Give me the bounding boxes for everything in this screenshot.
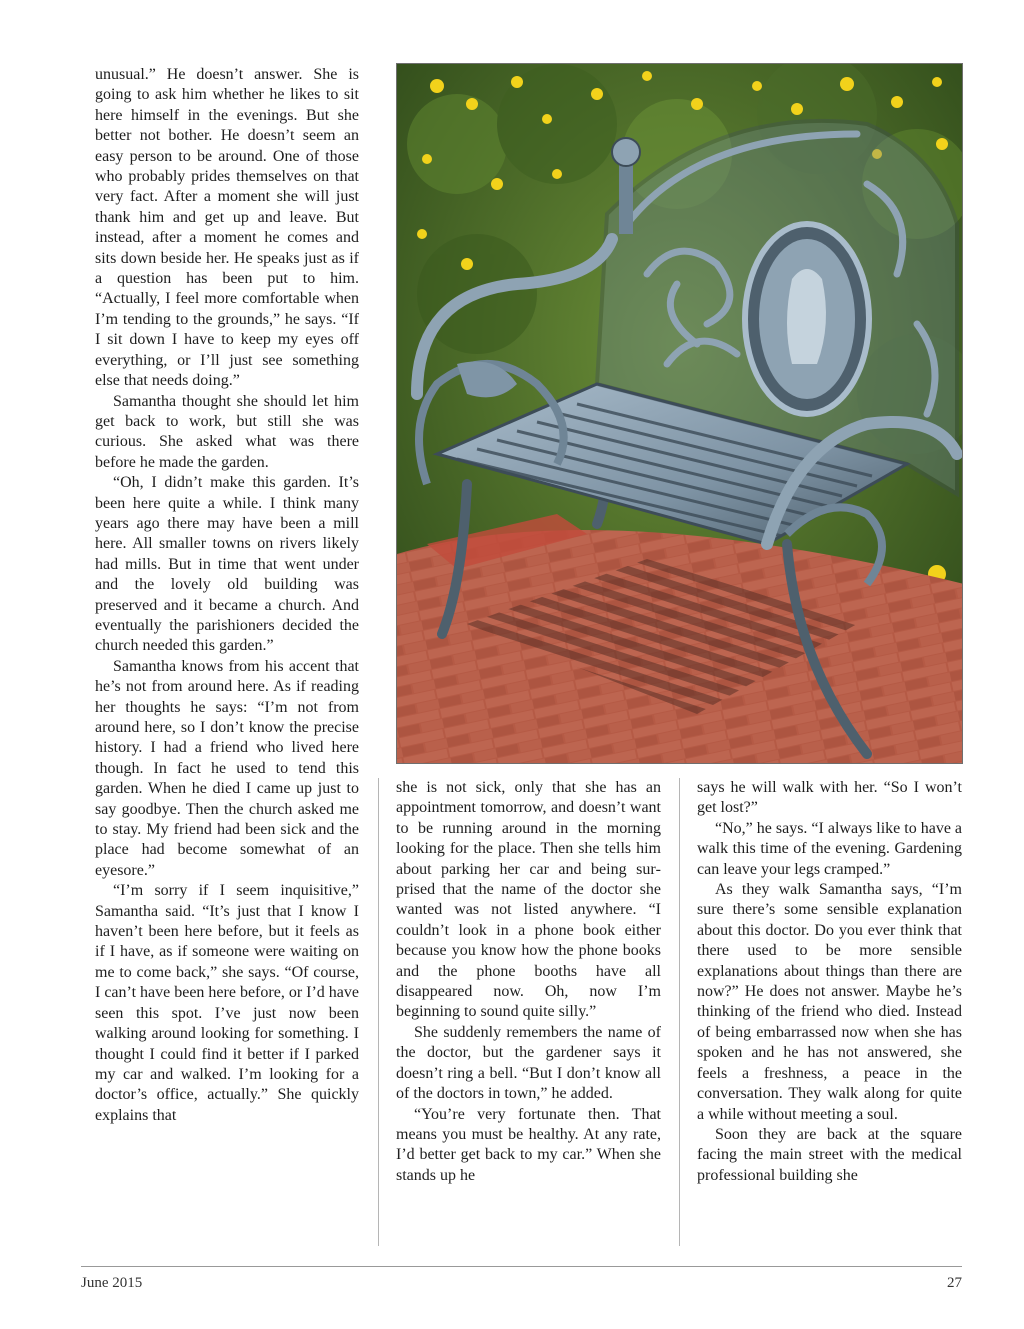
paragraph: Soon they are back at the square facing the main street with the medical professional building she: [697, 1125, 962, 1184]
footer-rule: [81, 1266, 962, 1267]
paragraph: “You’re very fortunate then. That means you must be healthy. At any rate, I’d better get back to my car.” When she stands up he: [396, 1105, 661, 1184]
article-column-3: [697, 778, 962, 1186]
paragraph: “Oh, I didn’t make this garden. It’s been here quite a while. I think many years ago there may have been a mill here. All smaller towns on rivers likely had mills. But in time that went under and the lovely old building was preserved and it became a church. And eventually the parishioners decided the church needed this garden.”: [95, 474, 359, 655]
article-column-2: [396, 778, 661, 1186]
page-number: 27: [947, 1275, 962, 1291]
paragraph: She suddenly remembers the name of the doctor, but the gardener says it doesn’t ring a bell. “But I don’t know all of the doctors in town,” he added.: [396, 1023, 661, 1103]
article-column-1: [95, 65, 359, 1126]
paragraph: As they walk Samantha says, “I’m sure there’s some sensible explanation about this doctor. Do you ever think that there used to be more sensible explanations about things than there are now?” He does not answer. Maybe he’s thinking of the friend who died. Instead of being embarrassed now when she has spoken and he has not answered, she feels a freshness, a peace in the conversation. They walk along for quite a while without meeting a soul.: [697, 881, 962, 1123]
footer-date: June 2015: [81, 1275, 143, 1291]
paragraph: Samantha thought she should let him get back to work, but still she was curious. She asked what was there before he made the garden.: [95, 392, 359, 471]
paragraph: Samantha knows from his accent that he’s not from around here. As if reading her thoughts he says: “I’m not from around here, so I don’t know the precise history. I had a friend who lived here though. In fact he used to tend this garden. When he died I came up just to say goodbye. Then the church asked me to stay. My friend had been sick and the place had become somewhat of an eyesore.”: [95, 657, 359, 879]
column-divider: [378, 778, 379, 1246]
column-divider: [679, 778, 680, 1246]
paragraph: “I’m sorry if I seem inquisitive,” Samantha said. “It’s just that I know I haven’t been here before, but it feels as if I have, as if someone were waiting on me to come back,” she says. “Of course, I can’t have been here before, or I’d have seen this spot. I’ve just now been walking around looking for something. I thought I could find it better if I parked my car and walked. I’m looking for a doctor’s office, actually.” She quickly explains that: [95, 882, 359, 1124]
paragraph: says he will walk with her. “So I won’t get lost?”: [697, 779, 962, 817]
paragraph: she is not sick, only that she has an appointment tomorrow, and doesn’t want to be running around in the morning looking for the place. Then she tells him about parking her car and being surprised that the name of the doctor she wanted was not listed anywhere. “I couldn’t look in a phone book either because you know how the phone books and the phone booths have all disappeared now. Oh, now I’m beginning to sound quite silly.”: [396, 779, 661, 1021]
paragraph: “No,” he says. “I always like to have a walk this time of the evening. Gardening can leave your legs cramped.”: [697, 819, 963, 878]
garden-bench-photo: [396, 63, 963, 764]
paragraph: unusual.” He doesn’t answer. She is going to ask him whether he likes to sit here himself in the evenings. But she better not bother. He doesn’t seem an easy person to be around. One of those who probably prides themselves on that very fact. After a moment she will just thank him and get up and leave. But instead, after a moment he comes and sits down beside her. He speaks just as if a question has been put to him. “Actually, I feel more comfortable when I’m tending to the grounds,” he says. “If I sit down I have to keep my eyes off everything, or I’ll just see something else that needs doing.”: [95, 66, 359, 390]
